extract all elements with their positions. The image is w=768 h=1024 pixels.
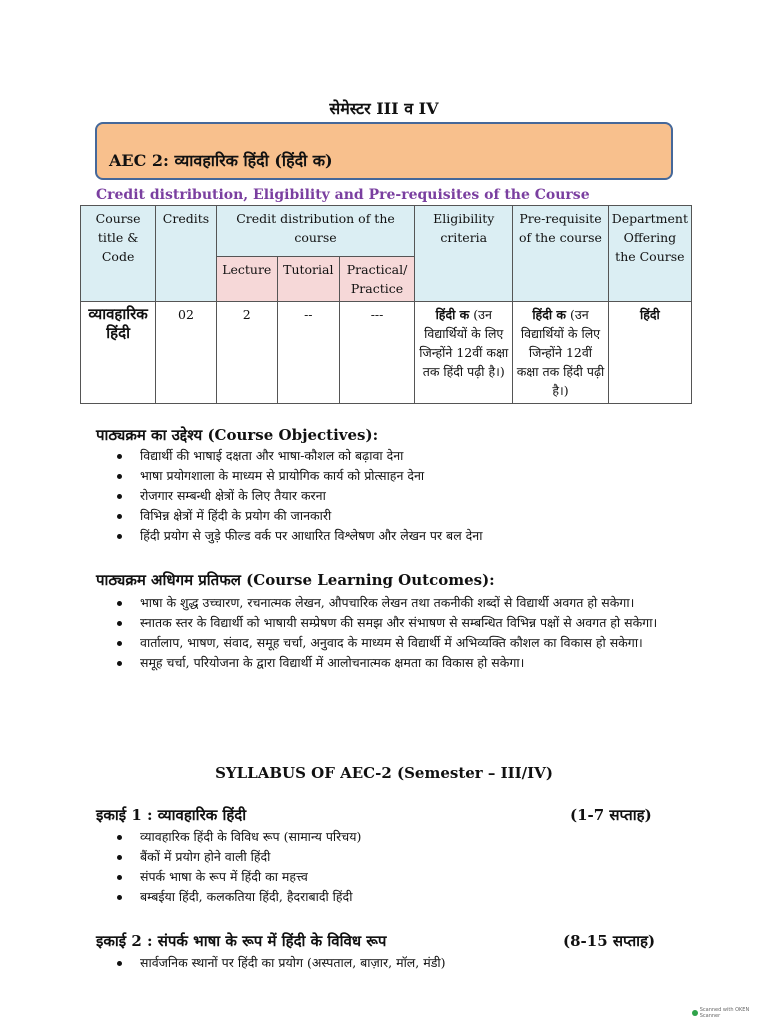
unit1-weeks: (1-7 सप्ताह) <box>570 806 652 824</box>
list-item: समूह चर्चा, परियोजना के द्वारा विद्यार्थी में आलोचनात्मक क्षमता का विकास हो सकेगा। <box>113 653 663 673</box>
cell-credits: 02 <box>156 302 217 404</box>
list-item: रोजगार सम्बन्धी क्षेत्रों के लिए तैयार करना <box>113 486 713 506</box>
list-item: विद्यार्थी की भाषाई दक्षता और भाषा-कौशल को बढ़ावा देना <box>113 446 713 466</box>
credit-distribution-heading: Credit distribution, Eligibility and Pre-requisites of the Course <box>96 187 590 203</box>
list-item: स्नातक स्तर के विद्यार्थी को भाषायी सम्प्रेषण की समझ और संभाषण से सम्बन्धित विभिन्न पक्षों से अवगत हो सकेगा। <box>113 613 663 633</box>
unit2-weeks: (8-15 सप्ताह) <box>563 932 656 950</box>
cell-prerequisite <box>513 302 609 404</box>
list-item: विभिन्न क्षेत्रों में हिंदी के प्रयोग की जानकारी <box>113 506 713 526</box>
scanner-logo-icon <box>692 1010 698 1016</box>
unit1-title: इकाई 1 : व्यावहारिक हिंदी <box>96 806 247 824</box>
cell-lecture: 2 <box>216 302 277 404</box>
cell-department: हिंदी <box>608 302 691 404</box>
prerequisite-text: (उन विद्यार्थियों के लिए जिन्होंने 12वीं कक्षा तक हिंदी पढ़ी है।) <box>516 307 605 398</box>
unit2-title: इकाई 2 : संपर्क भाषा के रूप में हिंदी के विविध रूप <box>96 932 387 950</box>
list-item: वार्तालाप, भाषण, संवाद, समूह चर्चा, अनुवाद के माध्यम से विद्यार्थी में अभिव्यक्ति कौशल का विकास हो सकेगा। <box>113 633 663 653</box>
list-item: बम्बईया हिंदी, कलकतिया हिंदी, हैदराबादी हिंदी <box>113 887 673 907</box>
objectives-list <box>113 446 713 546</box>
scanner-badge-text: Scanned with OKEN Scanner <box>699 1007 750 1019</box>
header-credit-distribution: Credit distribution of the course <box>216 206 414 257</box>
header-course-title: Course title & Code <box>81 206 156 302</box>
header-practical: Practical/ Practice <box>339 257 414 302</box>
course-title-box <box>95 122 673 180</box>
cell-course-title: व्यावहारिक हिंदी <box>81 302 156 404</box>
cell-eligibility <box>415 302 513 404</box>
header-credits: Credits <box>156 206 217 302</box>
header-lecture: Lecture <box>216 257 277 302</box>
eligibility-bold: हिंदी क <box>435 307 470 322</box>
credit-distribution-table <box>80 205 692 404</box>
outcomes-heading: पाठ्यक्रम अधिगम प्रतिफल (Course Learning Outcomes): <box>96 571 495 589</box>
list-item: हिंदी प्रयोग से जुड़े फील्ड वर्क पर आधारित विश्लेषण और लेखन पर बल देना <box>113 526 713 546</box>
semester-title: सेमेस्टर III व IV <box>329 99 439 118</box>
unit1-list <box>113 827 673 907</box>
syllabus-title: SYLLABUS OF AEC-2 (Semester – III/IV) <box>215 764 553 782</box>
outcomes-list <box>113 593 663 673</box>
header-eligibility: Eligibility criteria <box>415 206 513 302</box>
objectives-heading: पाठ्यक्रम का उद्देश्य (Course Objectives): <box>96 426 379 444</box>
eligibility-text: (उन विद्यार्थियों के लिए जिन्होंने 12वीं कक्षा तक हिंदी पढ़ी है।) <box>419 307 509 379</box>
list-item: सार्वजनिक स्थानों पर हिंदी का प्रयोग (अस्पताल, बाज़ार, मॉल, मंडी) <box>113 953 673 973</box>
cell-tutorial: -- <box>277 302 339 404</box>
header-tutorial: Tutorial <box>277 257 339 302</box>
header-department: Department Offering the Course <box>608 206 691 302</box>
list-item: भाषा के शुद्ध उच्चारण, रचनात्मक लेखन, औपचारिक लेखन तथा तकनीकी शब्दों से विद्यार्थी अवगत हो सकेगा। <box>113 593 663 613</box>
scanner-badge <box>692 1007 768 1019</box>
list-item: बैंकों में प्रयोग होने वाली हिंदी <box>113 847 673 867</box>
cell-practical: --- <box>339 302 414 404</box>
list-item: संपर्क भाषा के रूप में हिंदी का महत्त्व <box>113 867 673 887</box>
header-prerequisite: Pre-requisite of the course <box>513 206 609 302</box>
list-item: भाषा प्रयोगशाला के माध्यम से प्रायोगिक कार्य को प्रोत्साहन देना <box>113 466 713 486</box>
unit2-list <box>113 953 673 973</box>
prerequisite-bold: हिंदी क <box>532 307 567 322</box>
list-item: व्यावहारिक हिंदी के विविध रूप (सामान्य परिचय) <box>113 827 673 847</box>
course-title: AEC 2: व्यावहारिक हिंदी (हिंदी क) <box>109 151 333 170</box>
